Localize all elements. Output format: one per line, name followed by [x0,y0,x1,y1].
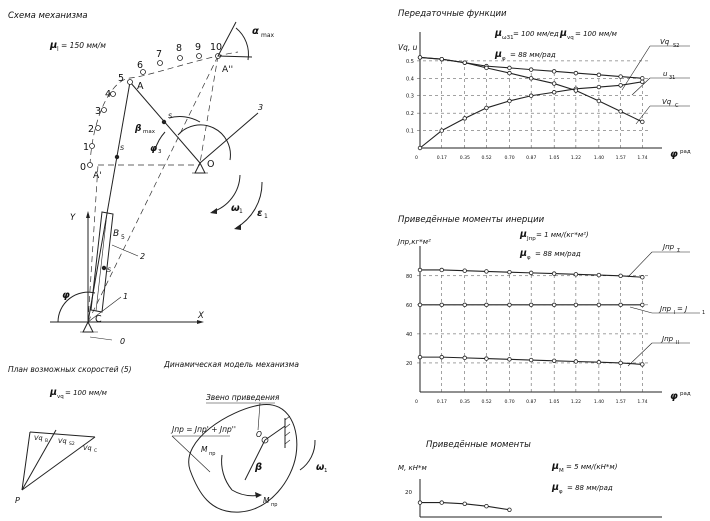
chart-x-tick: 1.40 [593,156,605,161]
chart-point [463,303,467,307]
inertia-scale [519,229,589,261]
svg-text:Jпр: Jпр [662,335,674,343]
chart-point [418,355,422,359]
svg-text:vq: vq [567,35,574,41]
chart-point [552,272,556,276]
transfer-legend [622,38,690,124]
svg-text:= 5 мм/(кН*м): = 5 мм/(кН*м) [566,463,618,471]
svg-text:10: 10 [210,42,223,53]
chart-y-tick: 0.4 [406,76,414,83]
chart-point [529,303,533,307]
chart-point [641,363,645,367]
svg-text:3: 3 [158,149,162,155]
svg-text:S: S [168,112,173,120]
chart-point [529,77,533,81]
svg-text:5: 5 [121,234,125,241]
pole-label: P [15,496,20,505]
y-axis-arrow [86,211,90,218]
pos-point [102,108,107,113]
svg-text:φ: φ [527,255,531,261]
svg-text:ω31: ω31 [502,35,514,41]
svg-text:vq: vq [57,394,64,400]
pos-point [158,61,163,66]
chart-point [619,75,623,79]
beta-max-arc [169,117,200,122]
chart-y-tick: 60 [406,302,413,309]
chart-point [552,90,556,94]
svg-text:Vq: Vq [58,437,67,445]
chart-x-tick: 0.70 [504,400,515,405]
moments-plot [418,479,662,517]
svg-text:= 1 мм/(кг*м²): = 1 мм/(кг*м²) [536,231,589,239]
pos-point [96,126,101,131]
chart-point [552,82,556,86]
svg-text:пр: пр [209,451,216,457]
chart-point [619,274,623,278]
chart-point [440,303,444,307]
svg-text:9: 9 [195,42,202,53]
epsilon-arrow [234,224,241,230]
chart-point [619,303,623,307]
svg-text:1: 1 [324,468,328,474]
label-link1: 1 [123,292,129,301]
svg-text:S2: S2 [69,442,75,447]
svg-text:φ: φ [502,56,506,62]
svg-text:O: O [256,430,262,439]
moments-title: Приведённые моменты [426,440,531,450]
phi-label: φ [62,290,70,301]
chart-x-tick: 0.87 [526,156,537,161]
chart-y-tick: 0.3 [406,93,414,100]
moments-ytick: 20 [405,490,412,496]
moment-1-arc [222,455,232,490]
chart-x-tick: 0.87 [526,400,537,405]
label-link3: 3 [258,103,264,112]
chart-point [463,117,467,121]
omega-arrow [210,208,217,214]
leader-link1 [88,297,121,322]
chart-point [597,99,601,103]
svg-text:2: 2 [88,124,95,135]
svg-text:μ: μ [560,28,567,39]
svg-text:= 100 мм/ед: = 100 мм/ед [513,30,559,38]
chart-x-tick: 0.70 [504,156,515,161]
mechanism-scale [49,40,106,53]
support-c [83,322,93,332]
chart-x-tick: 1.74 [637,400,648,405]
svg-text:= 100 мм/м: = 100 мм/м [575,30,617,38]
svg-text:μ: μ [552,482,559,493]
pos-point [111,92,116,97]
svg-text:пр: пр [271,502,278,508]
dynamic-title: Динамическая модель механизма [164,360,299,369]
pos-point [178,56,183,61]
chart-point [552,70,556,74]
pos-point [90,144,95,149]
phi3-label: φ [150,144,158,154]
chart-x-tick: 1.22 [570,400,582,405]
chart-x-tick: 0 [415,156,418,161]
svg-text:ω: ω [316,462,325,473]
epsilon-arc [236,182,262,228]
epsilon-label: ε [257,208,263,219]
chart-point [485,303,489,307]
chart-point [552,359,556,363]
moments-ylabel: M, кН*м [398,464,427,472]
chart-x-tick: 0.52 [481,156,492,161]
chart-point [574,71,578,75]
reduction-link-body [189,404,297,512]
svg-text:C: C [675,103,679,109]
pos-point [88,163,93,168]
svg-text:= 100 мм/м: = 100 мм/м [65,389,107,397]
svg-text:C: C [94,449,98,454]
svg-text:рад: рад [680,391,691,397]
beta-max-label: β [135,124,142,134]
chart-point [418,146,422,150]
mass-centre-s3 [102,266,106,270]
svg-text:u: u [663,70,668,78]
chart-point [597,303,601,307]
chart-x-tick: 0.35 [459,156,470,161]
dashed-ca1 [88,165,98,322]
chart-point [641,77,645,81]
inertia-xlabel: φ [670,391,678,402]
pos-point [128,80,133,85]
chart-point [485,66,489,70]
dashed-a2o [200,56,218,163]
label-a2: A'' [222,65,234,75]
chart-point [440,355,444,359]
chart-point [597,360,601,364]
chart-point [574,360,578,364]
chart-point [508,71,512,75]
mechanism-title: Схема механизма [8,11,88,21]
chart-point [597,73,601,77]
chart-point [529,358,533,362]
omega-model-arc [300,440,315,470]
chart-point [619,83,623,87]
transfer-xlabel: φ [670,149,678,160]
svg-text:Σ: Σ [677,248,681,254]
svg-text:1: 1 [264,213,268,220]
inertia-formula: Jпр = Jпр' + Jпр'' [172,425,236,434]
chart-point [597,85,601,89]
svg-text:max: max [261,32,275,39]
chart-point [574,89,578,93]
svg-text:1: 1 [83,142,90,153]
svg-text:l: l [57,46,59,53]
svg-text:S2: S2 [673,43,680,49]
svg-text:Vq: Vq [83,444,92,452]
y-axis-label: Y [70,213,76,223]
moments-scale [551,461,618,495]
svg-text:= 88 мм/рад: = 88 мм/рад [535,250,581,258]
chart-x-tick: 1.57 [615,156,626,161]
chart-point [418,56,422,60]
svg-text:M: M [263,496,270,505]
velocity-title: План возможных скоростей (5) [8,365,132,374]
chart-y-tick: 0.5 [406,58,414,65]
label-a: A [137,81,144,92]
chart-point [508,66,512,70]
svg-text:μ: μ [520,229,527,240]
label-o: O [207,159,215,170]
support-bar [265,426,285,440]
chart-point [574,273,578,277]
svg-text:M: M [559,468,564,474]
chart-x-tick: 1.22 [570,156,582,161]
vector-vqb [22,432,30,490]
chart-series-Vq_C [420,57,642,121]
svg-text:μ: μ [520,248,527,259]
chart-point [641,303,645,307]
svg-text:S: S [120,144,125,152]
svg-text:Vq: Vq [34,434,43,442]
chart-x-tick: 1.74 [637,156,648,161]
chart-x-tick: 0.17 [436,156,447,161]
svg-text:φ: φ [559,489,563,495]
transfer-ylabel: Vq, u [398,43,418,52]
support-o [195,163,205,173]
chart-x-tick: 0.17 [436,400,447,405]
svg-text:Jпр: Jпр [527,236,536,242]
svg-text:II: II [676,340,679,346]
transfer-chart [398,9,691,161]
chart-point [529,94,533,98]
svg-text:μ: μ [495,28,502,39]
chart-point [641,120,645,124]
svg-text:μ: μ [552,461,559,472]
mass-centre-s2 [162,120,166,124]
chart-point [485,504,489,508]
dynamic-model [163,360,328,512]
mechanism-scheme [8,11,275,346]
svg-text:Jпр: Jпр [663,243,675,251]
svg-text:B: B [45,439,49,444]
chart-point [508,508,512,512]
svg-text:31: 31 [669,75,676,81]
inertia-title: Приведённые моменты инерции [398,215,545,225]
svg-text:Vq: Vq [662,98,672,106]
chart-point [508,99,512,103]
svg-text:μ: μ [50,387,57,398]
alpha-max-arc [236,28,248,60]
alpha-max-label: α [252,26,259,37]
chart-point [418,303,422,307]
moment-arm [245,440,265,480]
omega-label: ω [231,203,240,214]
chart-x-tick: 0.35 [459,400,470,405]
inertia-ylabel: Jпр,кг*м² [398,238,431,246]
chart-point [529,68,533,72]
moments-chart [398,440,662,517]
chart-point [508,358,512,362]
x-axis-label: X [198,311,204,321]
chart-point [619,361,623,365]
velocity-plan [8,365,132,505]
svg-text:M: M [201,445,208,454]
chart-point [463,356,467,360]
rotation-arc-small [178,125,230,160]
chart-point [641,80,645,84]
transfer-title: Передаточные функции [398,9,507,19]
link-ca [88,82,130,322]
svg-text:I: I [674,310,676,316]
label-a1: A' [93,171,102,181]
alpha-max-guides [218,22,252,57]
chart-point [529,271,533,275]
chart-y-tick: 0.2 [406,111,414,118]
svg-text:рад: рад [680,149,691,155]
svg-text:0: 0 [80,162,87,173]
svg-text:μ: μ [50,40,58,51]
chart-point [508,270,512,274]
label-link2: 2 [140,252,146,261]
chart-x-tick: 0 [415,400,418,405]
chart-x-tick: 0.52 [481,400,492,405]
chart-point [641,275,645,279]
chart-x-tick: 1.05 [549,156,560,161]
svg-text:S: S [107,266,112,274]
svg-text:7: 7 [156,49,163,60]
chart-y-tick: 20 [406,360,413,367]
chart-x-tick: 1.57 [615,400,626,405]
svg-text:max: max [143,129,155,135]
svg-text:Jпр: Jпр [660,305,672,313]
chart-point [485,270,489,274]
chart-point [440,501,444,505]
svg-text:= 150 мм/м: = 150 мм/м [61,41,106,50]
svg-text:6: 6 [137,60,144,71]
chart-point [463,269,467,273]
svg-text:= 88 мм/рад: = 88 мм/рад [510,51,556,59]
svg-text:8: 8 [176,43,183,54]
svg-text:3: 3 [95,106,102,117]
label-c: C [95,314,102,325]
inertia-plot [406,246,662,405]
chart-point [440,268,444,272]
chart-point [418,501,422,505]
beta-label: β [255,462,263,473]
chart-point [440,129,444,133]
chart-y-tick: 0.1 [406,128,414,135]
chart-point [597,273,601,277]
chart-point [552,303,556,307]
chart-point [485,106,489,110]
chart-point [463,61,467,65]
svg-text:= J: = J [677,305,688,313]
chart-point [418,268,422,272]
svg-text:1: 1 [702,310,706,316]
chart-x-tick: 1.40 [593,400,605,405]
chart-point [508,303,512,307]
chart-x-tick: 1.05 [549,400,560,405]
chart-point [463,502,467,506]
chart-point [485,357,489,361]
label-b5: B [113,229,120,239]
svg-text:1: 1 [239,208,243,215]
chart-point [574,303,578,307]
svg-text:5: 5 [118,73,125,84]
chart-point [440,57,444,61]
reduction-link-label: Звено приведения [206,393,280,402]
svg-text:= 88 мм/рад: = 88 мм/рад [567,484,613,492]
chart-y-tick: 40 [406,331,413,338]
svg-text:μ: μ [495,49,502,60]
svg-text:Vq: Vq [660,38,670,46]
chart-point [619,110,623,114]
inertia-chart [396,215,705,405]
mass-centre-s1 [115,155,119,159]
transfer-scale [494,28,618,62]
link-o3 [200,113,258,163]
pos-point [197,54,202,59]
frame-label-0: 0 [120,337,126,346]
svg-text:4: 4 [105,89,112,100]
chart-y-tick: 80 [406,273,413,280]
